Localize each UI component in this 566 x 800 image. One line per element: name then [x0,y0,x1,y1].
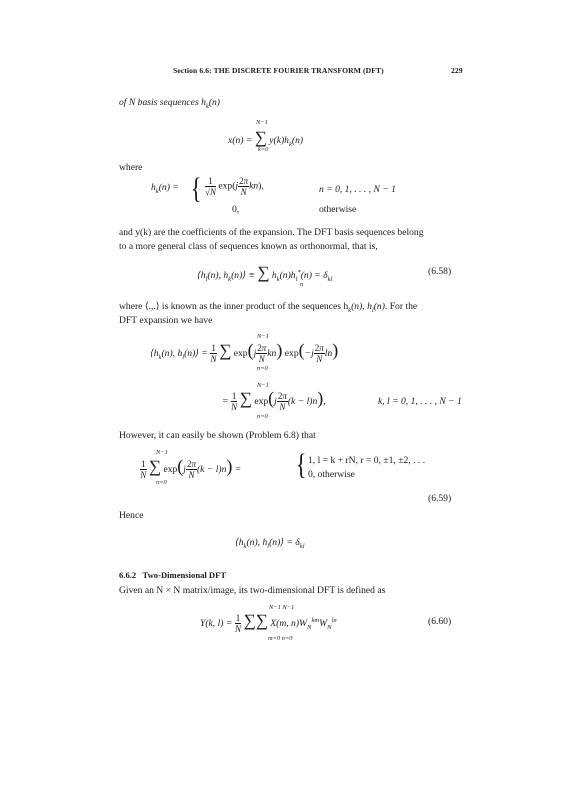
eq-result: $⟨h_k(n)$, $h_l(n)⟩ = \delta_{kl}$ [235,537,305,550]
left-brace-2: { [295,448,307,481]
eq-659-case-1: 1, l = k + rN, r = 0, ±1, ±2, . . . [308,455,426,466]
left-brace-1: { [190,172,202,205]
running-header [173,66,384,75]
inner-line-1: where ⟨.,.⟩ is known as the inner product of the sequences $h_k(n)$, $h_l(n)$. For the [119,301,418,314]
eq-inner-expansion: $⟨h_k(n)$, $h_l(n)⟩$ = $\frac{1}{N}$ ∑ exp(j $\frac{2\pi}{N}$ kn) exp(−j $\frac{2\pi}{N}$ ln) [150,340,339,365]
basis-case-1: $\frac{1}{√N}$ exp(j $\frac{2\pi}{N}$ kn), [205,176,264,197]
sum3-lower: n=0 [257,365,268,372]
sum6-upper-a: N−1 [269,604,281,611]
basis-case-2-cond: otherwise [319,204,357,215]
eq-orthonormal: $⟨h_l(n)$, $h_k(n)⟩$ ≡ ∑ $h_k(n)h_l^*(n) = \delta_{kl}$ [197,263,333,283]
eq-inner-simplified: = $\frac{1}{N}$ ∑ exp(j $\frac{2\pi}{N}$ (k − l)n), [222,388,326,413]
sum3-upper: N−1 [257,333,269,340]
sum6-lower [268,635,292,642]
subsection-heading [119,569,226,581]
basis-case-1-range: n = 0, 1, . . . , N − 1 [319,184,396,195]
however-line: However, it can easily be shown (Problem 6.8) that [119,430,316,441]
sum1-upper: N−1 [256,119,268,126]
sum4-lower: n=0 [257,413,268,420]
intro-paragraph: of N basis sequences $h_k(n)$ [119,97,220,110]
where-label-1: where [119,162,143,173]
inner-line-2: DFT expansion we have [119,315,213,326]
eq-basis-def: $h_k(n)$ = [151,182,179,195]
sum6-lower-a: m=0 [268,635,281,642]
eq-659-label: (6.59) [428,493,452,504]
section-title: Section 6.6: THE DISCRETE FOURIER TRANSFORM (DFT) [173,66,384,75]
eq-expansion: x(n) = ∑ $y(k)h_k(n)$ [228,128,304,148]
eq-660-label: (6.60) [428,616,452,627]
coeff-line-2: to a more general class of sequences known as orthonormal, that is, [119,241,378,252]
intro-text: of N basis sequences h [119,97,206,108]
eq-659-case-2: 0, otherwise [308,469,355,480]
eq-659: $\frac{1}{N}$ ∑ exp(j $\frac{2\pi}{N}$ (k − l)n) = [140,456,242,481]
subsection-intro: Given an N × N matrix/image, its two-dimensional DFT is defined as [119,585,386,596]
page-number: 229 [451,66,463,75]
sum4-upper: N−1 [257,382,269,389]
inner-text: where ⟨.,.⟩ is known as the inner product of the sequences h [119,301,349,312]
sum5-upper: N−1 [156,449,168,456]
kl-range: k, l = 0, 1, . . . , N − 1 [378,396,462,407]
eq-658-label: (6.58) [428,266,452,277]
hence-line: Hence [119,510,144,521]
sum6-upper-b: N−1 [282,604,295,611]
eq-660: Y(k, l) = $\frac{1}{N}$ ∑∑ X(m, $n)W_N^{km}W_N^{ln}$ [200,611,337,635]
sum5-lower: n=0 [156,479,167,486]
subsection-number: 6.6.2 [119,570,137,580]
subsection-title: Two-Dimensional DFT [142,570,227,580]
sum2-lower: n [300,281,304,288]
sum6-upper [269,604,294,611]
basis-case-2-value: 0, [232,204,240,215]
sum1-lower: k=0 [258,146,269,153]
sum6-lower-b: n=0 [281,635,293,642]
coeff-line-1: and y(k) are the coefficients of the expansion. The DFT basis sequences belong [119,227,424,238]
